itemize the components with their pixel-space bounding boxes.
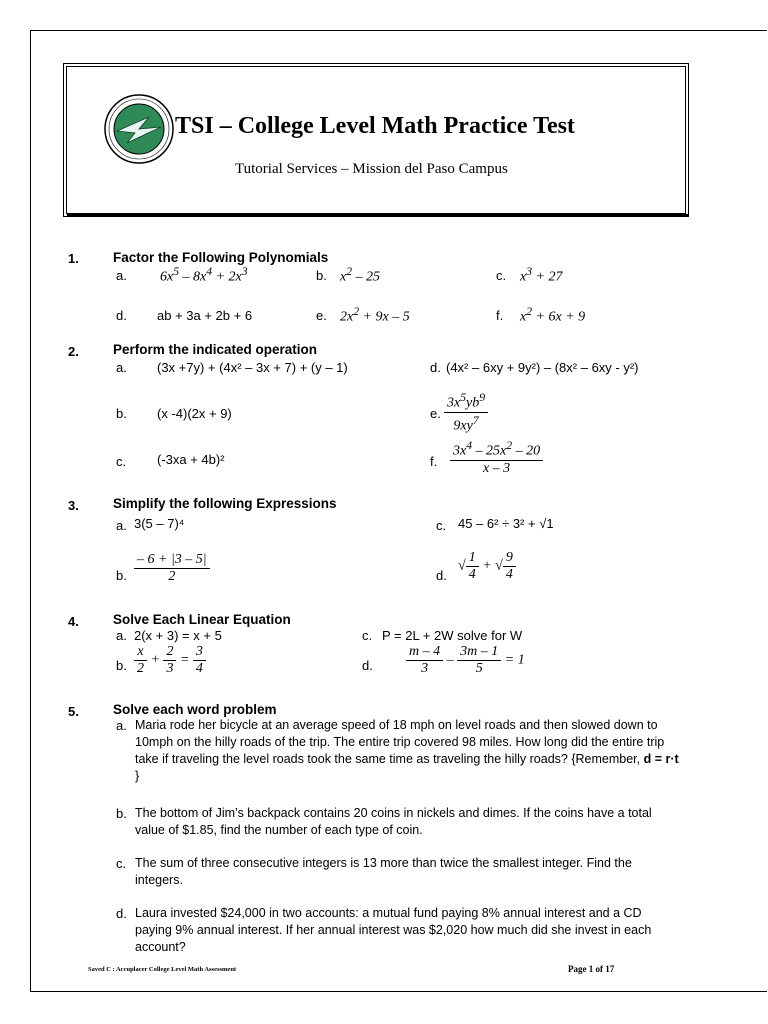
q1-d-label: d. <box>116 308 127 323</box>
q4-d-expr: $\frac{m - 4}{3}$ – $\frac{3m - 1}{5}$ = 1 <box>406 644 525 677</box>
q2-b-label: b. <box>116 406 127 421</box>
q4-c-expr: P = 2L + 2W solve for W <box>382 628 523 643</box>
q5-c-text: The sum of three consecutive integers is 13 more than twice the smallest integer. Find the integers. <box>135 856 632 887</box>
q4-a-expr: 2(x + 3) = x + 5 <box>134 628 222 643</box>
q1-e-label: e. <box>316 308 327 323</box>
q3-a-expr: 3(5 – 7)⁴ <box>134 516 185 531</box>
q4-c-label: c. <box>362 628 373 643</box>
college-logo <box>103 93 175 165</box>
q5-d-text: Laura invested $24,000 in two accounts: a mutual fund paying 8% annual interest and a CD paying 9% annual interest. If her annual interest was $2,020 how much did she invest in each account? <box>135 906 652 954</box>
q1-a-expr: $6x^5 - 8x^4 + 2x^3$ <box>160 265 248 285</box>
q1-b-label: b. <box>316 268 327 283</box>
q5-number: 5. <box>68 704 79 719</box>
footer-source: Saved C : Accuplacer College Level Math Assessment <box>88 966 237 973</box>
q5-b-text: The bottom of Jim’s backpack contains 20 coins in nickels and dimes. If the coins have a total value of $1.85, find the number of each type of coin. <box>135 806 652 837</box>
q5-b-label: b. <box>116 806 127 821</box>
q2-title: Perform the indicated operation <box>113 342 318 357</box>
q4-b-label: b. <box>116 658 127 673</box>
page-subtitle: Tutorial Services – Mission del Paso Campus <box>235 161 508 177</box>
q3-c-expr: 45 – 6² ÷ 3² + √1 <box>458 516 554 531</box>
q2-b-expr: (x -4)(2x + 9) <box>157 406 232 421</box>
q2-c-expr: (-3xa + 4b)² <box>157 452 225 467</box>
q1-number: 1. <box>68 251 79 266</box>
q2-d-expr: (4x² – 6xy + 9y²) – (8x² – 6xy - y²) <box>446 360 639 375</box>
q2-f-label: f. <box>430 454 438 469</box>
q5-a-label: a. <box>116 718 127 733</box>
q3-title: Simplify the following Expressions <box>113 496 337 511</box>
q3-a-label: a. <box>116 518 127 533</box>
q2-d-label: d. <box>430 360 441 375</box>
q5-title: Solve each word problem <box>113 702 277 717</box>
q5-a-text: Maria rode her bicycle at an average speed of 18 mph on level roads and then slowed down to 10mph on the hilly roads of the trip. The entire trip covered 98 miles. How long did the entire trip take if traveling the level roads took the same time as traveling the hilly roads? {Remember, d = r·t } <box>135 718 679 783</box>
q2-number: 2. <box>68 344 79 359</box>
q1-c-expr: $x^3 + 27$ <box>520 265 563 285</box>
q1-f-expr: $x^2 + 6x + 9$ <box>520 305 586 325</box>
q2-e-expr: $\frac{3x^5yb^9}{9xy^7}$ <box>444 390 488 434</box>
footer-page-number: Page 1 of 17 <box>568 964 615 974</box>
q1-b-expr: $x^2 - 25$ <box>340 265 381 285</box>
q5-d-label: d. <box>116 906 127 921</box>
q2-f-expr: $\frac{3x^4 - 25x^2 - 20}{x - 3}$ <box>450 438 543 477</box>
q3-c-label: c. <box>436 518 447 533</box>
q2-a-expr: (3x +7y) + (4x² – 3x + 7) + (y – 1) <box>157 360 348 375</box>
q4-d-label: d. <box>362 658 373 673</box>
q2-a-label: a. <box>116 360 127 375</box>
q3-d-expr: √ $\frac{1}{4}$ + √ $\frac{9}{4}$ <box>458 550 516 583</box>
q3-b-expr: $\frac{- 6 + |3 - 5|}{2}$ <box>134 552 210 585</box>
q4-number: 4. <box>68 614 79 629</box>
q1-a-label: a. <box>116 268 127 283</box>
q1-f-label: f. <box>496 308 504 323</box>
page-title: TSI – College Level Math Practice Test <box>175 113 575 139</box>
q1-title: Factor the Following Polynomials <box>113 250 329 265</box>
header-box <box>66 66 686 214</box>
q1-d-expr: ab + 3a + 2b + 6 <box>157 308 253 323</box>
q3-b-label: b. <box>116 568 127 583</box>
q1-e-expr: $2x^2 + 9x - 5$ <box>340 305 410 325</box>
q5-c-label: c. <box>116 856 127 871</box>
q1-c-label: c. <box>496 268 507 283</box>
q3-d-label: d. <box>436 568 447 583</box>
q4-title: Solve Each Linear Equation <box>113 612 291 627</box>
q3-number: 3. <box>68 498 79 513</box>
q2-e-label: e. <box>430 406 441 421</box>
q4-b-expr: $\frac{x}{2}$ + $\frac{2}{3}$ = $\frac{3}{4}$ <box>134 644 206 677</box>
q4-a-label: a. <box>116 628 127 643</box>
q2-c-label: c. <box>116 454 127 469</box>
